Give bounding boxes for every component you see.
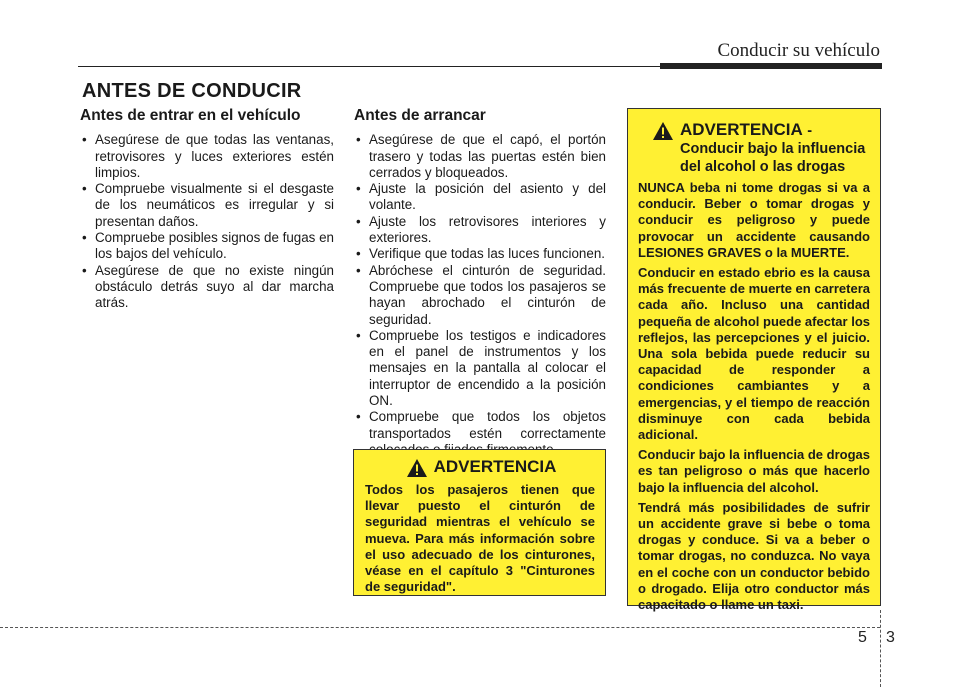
col1-heading: Antes de entrar en el vehículo (80, 107, 301, 124)
col2-heading: Antes de arrancar (354, 107, 486, 124)
warning-paragraph: Conducir en estado ebrio es la causa más frecuente de muerte en carretera cada año. Incluso una cantidad pequeña de alcohol puede afectar los reflejos, las percepciones y el juicio. Una sola bebida puede reducir su capacidad de responder a condiciones cambiantes y a emergencias, y el tiempo de reacción disminuye con cada bebida adicional. (638, 265, 870, 443)
warning-triangle-icon (652, 121, 674, 141)
warning-triangle-icon (406, 458, 428, 478)
section-number: 5 (858, 629, 867, 646)
warning-text: Todos los pasajeros tienen que llevar puesto el cinturón de seguridad mientras el vehículo se mueva. Para más información sobre el uso adecuado de los cinturones, véase en el capítulo 3 "Cinturones de seguridad". (365, 482, 595, 595)
list-item: • Verifique que todas las luces funcionen. (354, 246, 606, 262)
warning-title: ADVERTENCIA (433, 457, 557, 476)
warning-title: ADVERTENCIA (680, 120, 803, 139)
warning-body (365, 482, 595, 595)
col2-list (354, 132, 606, 458)
list-item: • Ajuste la posición del asiento y del volante. (354, 181, 606, 214)
list-item: • Asegúrese de que el capó, el portón trasero y todas las puertas estén bien cerrados y bloqueados. (354, 132, 606, 181)
warning-subtitle: - Conducir bajo la influencia del alcohol o las drogas (680, 123, 866, 175)
column-before-starting (354, 108, 606, 458)
col1-list (80, 132, 334, 311)
list-item: • Compruebe posibles signos de fugas en los bajos del vehículo. (80, 230, 334, 263)
list-item: • Ajuste los retrovisores interiores y exteriores. (354, 214, 606, 247)
warning-seatbelts-box (353, 449, 606, 596)
list-item: • Abróchese el cinturón de seguridad. Compruebe que todos los pasajeros se hayan abrochado el cinturón de seguridad. (354, 263, 606, 328)
list-item: • Asegúrese de que todas las ventanas, retrovisores y luces exteriores estén limpios. (80, 132, 334, 181)
chapter-title: Conducir su vehículo (717, 40, 880, 61)
list-item: • Asegúrese de que no existe ningún obstáculo detrás suyo al dar marcha atrás. (80, 263, 334, 312)
warning-alcohol-drugs-box (627, 108, 881, 613)
warning-header (652, 120, 870, 176)
header-rule-accent (660, 63, 882, 69)
footer-rule (0, 627, 880, 628)
list-item: • Compruebe que todos los objetos transportados estén correctamente (354, 409, 606, 458)
column-before-entering (80, 108, 334, 312)
footer-divider (880, 610, 881, 687)
warning-header (367, 457, 595, 478)
warning-body (638, 180, 870, 613)
warning-paragraph: Tendrá más posibilidades de sufrir un accidente grave si bebe o toma drogas y conduce. Si va a beber o tomar drogas, no conduzca. No vaya en el coche con un conductor bebido o drogado. Elija otro conductor más capacitado o llame un taxi. (638, 499, 870, 613)
warning-paragraph: Conducir bajo la influencia de drogas es tan peligroso o más que hacerlo bajo la influencia del alcohol. (638, 447, 870, 495)
warning-paragraph: NUNCA beba ni tome drogas si va a conducir. Beber o tomar drogas y conducir es peligroso y puede provocar un accidente causando LESIONES GRAVES o la MUERTE. (638, 180, 870, 260)
list-item: • Compruebe visualmente si el desgaste de los neumáticos es irregular y si presentan daños. (80, 181, 334, 230)
section-title: ANTES DE CONDUCIR (82, 80, 302, 102)
page-number: 3 (886, 629, 895, 646)
list-item: • Compruebe los testigos e indicadores en el panel de instrumentos y los mensajes en la pantalla al colocar el interruptor de encendido a la posición ON. (354, 328, 606, 409)
